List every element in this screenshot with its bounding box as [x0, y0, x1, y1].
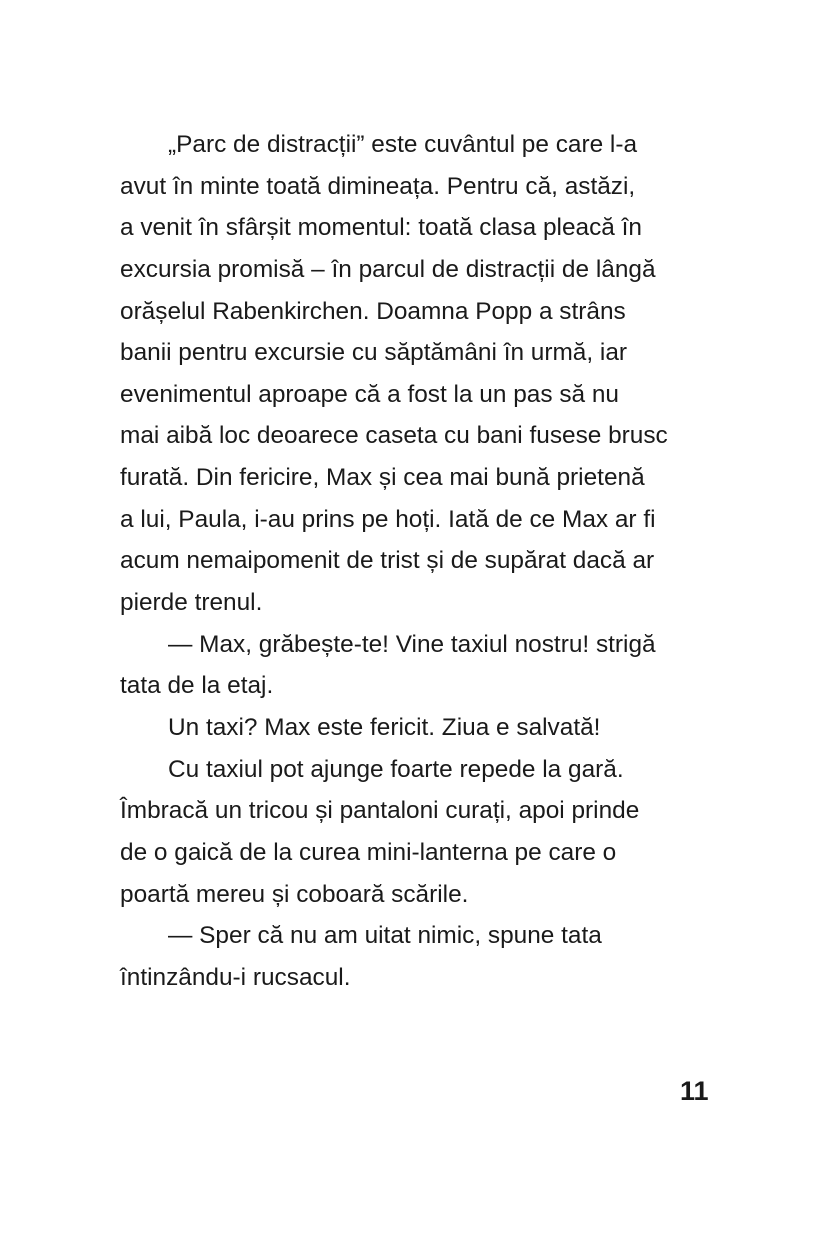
text-line: excursia promisă – în parcul de distracții de lângă	[120, 255, 656, 283]
text-line: tata de la etaj.	[120, 672, 274, 700]
text-line: acum nemaipomenit de trist și de supărat dacă ar	[120, 547, 655, 575]
text-line: furată. Din fericire, Max și cea mai bună prietenă	[120, 464, 645, 492]
text-line: avut în minte toată dimineața. Pentru că, astăzi,	[120, 172, 636, 200]
dialogue-line: — Max, grăbește-te! Vine taxiul nostru! strigă	[168, 630, 656, 658]
text-line: banii pentru excursie cu săptămâni în urmă, iar	[120, 339, 628, 367]
text-line: Un taxi? Max este fericit. Ziua e salvată!	[168, 713, 601, 741]
text-line: a lui, Paula, i-au prins pe hoți. Iată de ce Max ar fi	[120, 505, 656, 533]
text-line: poartă mereu și coboară scările.	[120, 880, 469, 908]
text-line: evenimentul aproape că a fost la un pas să nu	[120, 380, 619, 408]
text-line: Cu taxiul pot ajunge foarte repede la gară.	[168, 755, 624, 783]
text-line: pierde trenul.	[120, 589, 263, 617]
text-line: orășelul Rabenkirchen. Doamna Popp a strâns	[120, 297, 626, 325]
text-line: întinzându-i rucsacul.	[120, 963, 351, 991]
text-line: de o gaică de la curea mini-lanterna pe care o	[120, 838, 617, 866]
dialogue-line: — Sper că nu am uitat nimic, spune tata	[168, 922, 602, 950]
text-line: „Parc de distracții” este cuvântul pe care l-a	[168, 131, 638, 158]
text-line: a venit în sfârșit momentul: toată clasa pleacă în	[120, 214, 642, 242]
page-number: 11	[680, 1076, 709, 1106]
text-line: mai aibă loc deoarece caseta cu bani fusese brusc	[120, 422, 668, 450]
text-line: Îmbracă un tricou și pantaloni curați, apoi prinde	[120, 797, 640, 825]
body-text	[120, 124, 720, 998]
